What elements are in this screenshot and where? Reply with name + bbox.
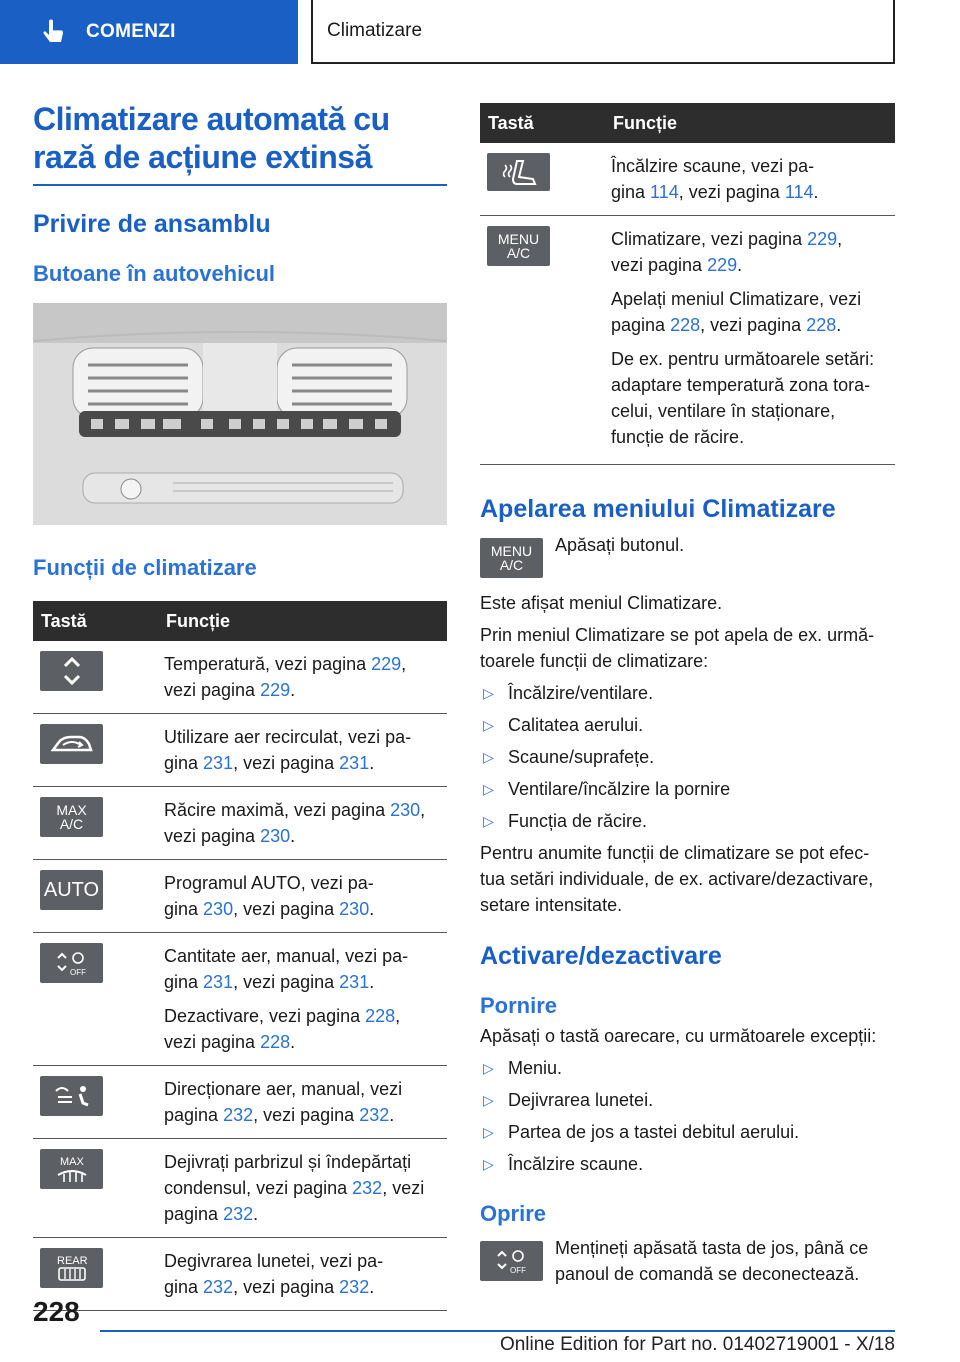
list-item: ▷ Meniu. xyxy=(483,1058,563,1078)
table-header-row xyxy=(480,103,895,143)
right-column xyxy=(480,103,895,1287)
fan-off-icon xyxy=(40,943,103,983)
page-link[interactable]: 232 xyxy=(352,1178,383,1198)
functions-table xyxy=(33,601,447,1311)
list-item: ▷ Încălzire scaune. xyxy=(483,1154,644,1174)
page-link[interactable]: 228 xyxy=(260,1032,291,1052)
list-item: ▷ Funcția de răcire. xyxy=(483,811,648,831)
section-title: Climatizare xyxy=(327,20,423,41)
svg-text:MAX: MAX xyxy=(59,1156,84,1168)
table-row xyxy=(480,143,895,216)
col-header-key: Tastă xyxy=(33,601,156,641)
on-heading: Pornire xyxy=(480,993,558,1018)
page-link[interactable]: 229 xyxy=(707,255,738,275)
svg-text:REAR: REAR xyxy=(56,1255,88,1267)
recirculation-icon xyxy=(40,724,103,764)
page-link[interactable]: 230 xyxy=(203,899,234,919)
table-row xyxy=(480,216,895,465)
menu-press-text: Apăsați butonul. xyxy=(555,535,685,555)
page-link[interactable]: 230 xyxy=(260,826,291,846)
off-heading: Oprire xyxy=(480,1201,547,1226)
svg-text:OFF: OFF xyxy=(509,1266,526,1275)
rear-defrost-icon xyxy=(40,1248,103,1288)
page-link[interactable]: 229 xyxy=(807,229,838,249)
page-link[interactable]: 229 xyxy=(371,654,402,674)
fan-off-icon xyxy=(480,1241,543,1281)
max-defrost-icon xyxy=(40,1149,103,1189)
max-ac-icon: MAX A/C xyxy=(40,797,103,837)
left-column xyxy=(33,100,447,1311)
climate-panel-illustration xyxy=(33,303,447,525)
list-item: ▷ Partea de jos a tastei debitul aerului. xyxy=(483,1122,800,1142)
on-items-list xyxy=(480,1055,895,1177)
hand-pointer-icon xyxy=(38,17,68,47)
page-number: 228 xyxy=(33,1296,80,1327)
footer-edition: Online Edition for Part no. 01402719001 - X/18 xyxy=(499,1334,895,1355)
menu-items-list xyxy=(480,680,895,834)
buttons-heading: Butoane în autovehicul xyxy=(33,261,276,286)
col-header-function: Funcție xyxy=(156,601,447,641)
overview-heading: Privire de ansamblu xyxy=(33,210,271,238)
table-row xyxy=(33,1139,447,1238)
row-temperature-text: Temperatură, vezi pagina 229, vezi pagina 229. xyxy=(156,641,447,714)
row-recirculation-text: Utilizare aer recirculat, vezi pa- gina 231, vezi pagina 231. xyxy=(156,714,447,787)
table-row xyxy=(33,860,447,933)
page-link[interactable]: 114 xyxy=(650,182,679,202)
climate-panel-photo xyxy=(33,303,447,525)
on-text: Apăsați o tastă oarecare, cu următoarele excepții: xyxy=(480,1026,877,1046)
row-defrost-text: Dejivrați parbrizul și îndepărtați condensul, vezi pagina 232, vezi pagina 232. xyxy=(156,1139,447,1238)
page-link[interactable]: 229 xyxy=(260,680,291,700)
air-distribution-icon xyxy=(40,1076,103,1116)
auto-icon: AUTO xyxy=(40,870,103,910)
table-row xyxy=(33,1066,447,1139)
row-seat-heating-text: Încălzire scaune, vezi pa- gina 114, vezi pagina 114. xyxy=(603,143,895,216)
page-link[interactable]: 231 xyxy=(203,753,234,773)
page-link[interactable]: 228 xyxy=(670,315,701,335)
table-row xyxy=(33,1238,447,1311)
menu-ac-icon: MENU A/C xyxy=(480,538,543,578)
page-link[interactable]: 228 xyxy=(365,1006,396,1026)
temperature-arrows-icon xyxy=(40,651,103,691)
list-item: ▷ Calitatea aerului. xyxy=(483,715,644,735)
seat-heating-icon xyxy=(487,153,550,191)
table-row xyxy=(33,933,447,1066)
activation-heading: Activare/dezactivare xyxy=(480,942,722,970)
page-link[interactable]: 231 xyxy=(203,972,234,992)
page-link[interactable]: 232 xyxy=(223,1105,254,1125)
page-link[interactable]: 230 xyxy=(390,800,421,820)
menu-shown-text: Este afișat meniul Climatizare. xyxy=(480,593,723,613)
page-link[interactable]: 232 xyxy=(203,1277,234,1297)
page-link[interactable]: 232 xyxy=(339,1277,370,1297)
section-header xyxy=(311,0,895,64)
page-title: Climatizare automată cu rază de acțiune extinsă xyxy=(33,101,390,175)
list-item: ▷ Scaune/suprafețe. xyxy=(483,747,655,767)
table-header-row xyxy=(33,601,447,641)
col-header-key: Tastă xyxy=(480,103,603,143)
row-auto-text: Programul AUTO, vezi pa- gina 230, vezi pagina 230. xyxy=(156,860,447,933)
page-link[interactable]: 232 xyxy=(359,1105,390,1125)
row-menu-text: Climatizare, vezi pagina 229, vezi pagina 229. Apelați meniul Climatizare, vezi pagina 228, vezi pagina 228. De ex. pentru următoarele setări: adaptare temperatură zona tora- celui, ventilare în staționare, funcție de răcire. xyxy=(603,216,895,465)
page-link[interactable]: 114 xyxy=(784,182,814,202)
row-air-direction-text: Direcționare aer, manual, vezi pagina 232, vezi pagina 232. xyxy=(156,1066,447,1139)
row-max-cooling-text: Răcire maximă, vezi pagina 230, vezi pagina 230. xyxy=(156,787,447,860)
menu-intro-text: Prin meniul Climatizare se pot apela de ex. urmă- toarele funcții de climatizare: xyxy=(480,625,875,671)
menu-press-block xyxy=(480,535,895,578)
table-row xyxy=(33,641,447,714)
row-rear-defrost-text: Degivrarea lunetei, vezi pa- gina 232, vezi pagina 232. xyxy=(156,1238,447,1311)
page-link[interactable]: 231 xyxy=(339,972,370,992)
page-link[interactable]: 228 xyxy=(806,315,837,335)
table-row xyxy=(33,714,447,787)
svg-text:OFF: OFF xyxy=(69,968,86,977)
col-header-function: Funcție xyxy=(603,103,895,143)
page-link[interactable]: 231 xyxy=(339,753,370,773)
list-item: ▷ Ventilare/încălzire la pornire xyxy=(483,779,731,799)
row-fan-text: Cantitate aer, manual, vezi pa- gina 231, vezi pagina 231. Dezactivare, vezi pagina 228, vezi pagina 228. xyxy=(156,933,447,1066)
off-text: Mențineți apăsată tasta de jos, până ce panoul de comandă se deconectează. xyxy=(555,1238,869,1284)
page-link[interactable]: 230 xyxy=(339,899,370,919)
menu-ac-icon: MENU A/C xyxy=(487,226,550,266)
list-item: ▷ Încălzire/ventilare. xyxy=(483,683,654,703)
chapter-tab-label: COMENZI xyxy=(86,21,176,42)
menu-outro-text: Pentru anumite funcții de climatizare se pot efec- tua setări individuale, de ex. activare/dezactivare, setare intensitate. xyxy=(480,843,874,915)
functions-heading: Funcții de climatizare xyxy=(33,555,257,580)
table-row xyxy=(33,787,447,860)
functions-table-continued xyxy=(480,103,895,465)
list-item: ▷ Dejivrarea lunetei. xyxy=(483,1090,654,1110)
footer-rule xyxy=(100,1330,895,1332)
chapter-tab[interactable] xyxy=(0,0,298,64)
off-block xyxy=(480,1238,895,1287)
title-rule xyxy=(33,184,447,186)
menu-heading: Apelarea meniului Climatizare xyxy=(480,495,836,523)
page-link[interactable]: 232 xyxy=(223,1204,254,1224)
